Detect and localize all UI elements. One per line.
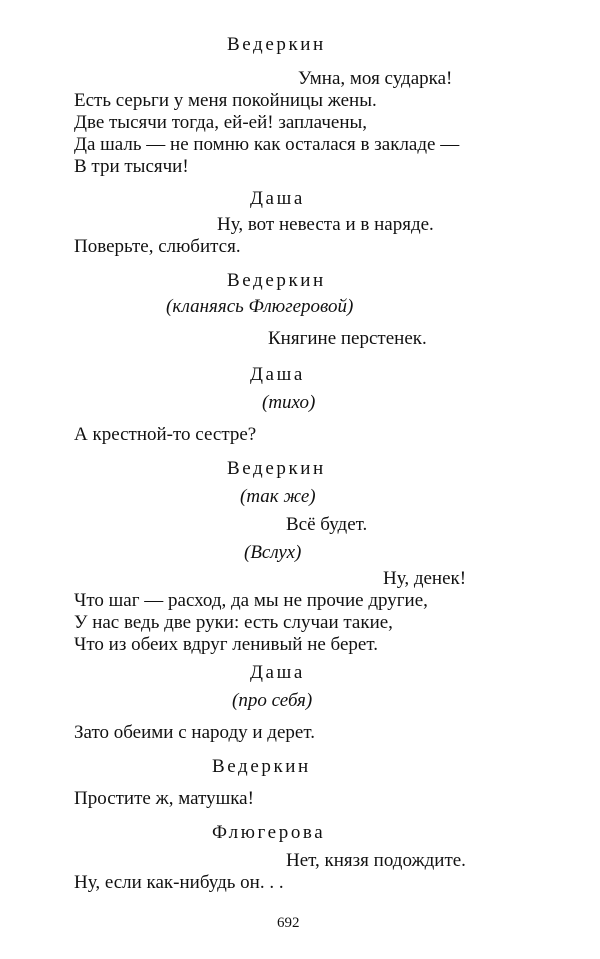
- verse-line: Есть серьги у меня покойницы жены.: [74, 90, 377, 111]
- verse-line: Что шаг — расход, да мы не прочие другие,: [74, 590, 428, 611]
- verse-line: Ну, вот невеста и в наряде.: [217, 214, 434, 235]
- stage-direction: (кланяясь Флюгеровой): [166, 296, 354, 317]
- verse-line: Что из обеих вдруг ленивый не берет.: [74, 634, 378, 655]
- verse-line: Нет, князя подождите.: [286, 850, 466, 871]
- speaker-dasha: Даша: [250, 662, 305, 683]
- stage-direction: (Вслух): [244, 542, 302, 563]
- verse-line: В три тысячи!: [74, 156, 189, 177]
- speaker-vederkin: Ведеркин: [227, 270, 326, 291]
- stage-direction: (тихо): [262, 392, 316, 413]
- verse-line: Умна, моя сударка!: [298, 68, 453, 89]
- speaker-flyugerova: Флюгерова: [212, 822, 326, 843]
- speaker-vederkin: Ведеркин: [227, 34, 326, 55]
- verse-line: Поверьте, слюбится.: [74, 236, 241, 257]
- page-number: 692: [277, 915, 300, 931]
- speaker-vederkin: Ведеркин: [212, 756, 311, 777]
- verse-line: Всё будет.: [286, 514, 368, 535]
- verse-line: Ну, если как-нибудь он. . .: [74, 872, 284, 893]
- verse-line: А крестной-то сестре?: [74, 424, 257, 445]
- verse-line: У нас ведь две руки: есть случаи такие,: [74, 612, 393, 633]
- stage-direction: (так же): [240, 486, 316, 507]
- verse-line: Зато обеими с народу и дерет.: [74, 722, 315, 743]
- verse-line: Ну, денек!: [383, 568, 467, 589]
- speaker-vederkin: Ведеркин: [227, 458, 326, 479]
- verse-line: Две тысячи тогда, ей-ей! заплачены,: [74, 112, 368, 133]
- speaker-dasha: Даша: [250, 364, 305, 385]
- verse-line: Простите ж, матушка!: [74, 788, 254, 809]
- speaker-dasha: Даша: [250, 188, 305, 209]
- stage-direction: (про себя): [232, 690, 313, 711]
- verse-line: Да шаль — не помню как осталася в закладе —: [74, 134, 460, 155]
- verse-line: Княгине перстенек.: [268, 328, 427, 349]
